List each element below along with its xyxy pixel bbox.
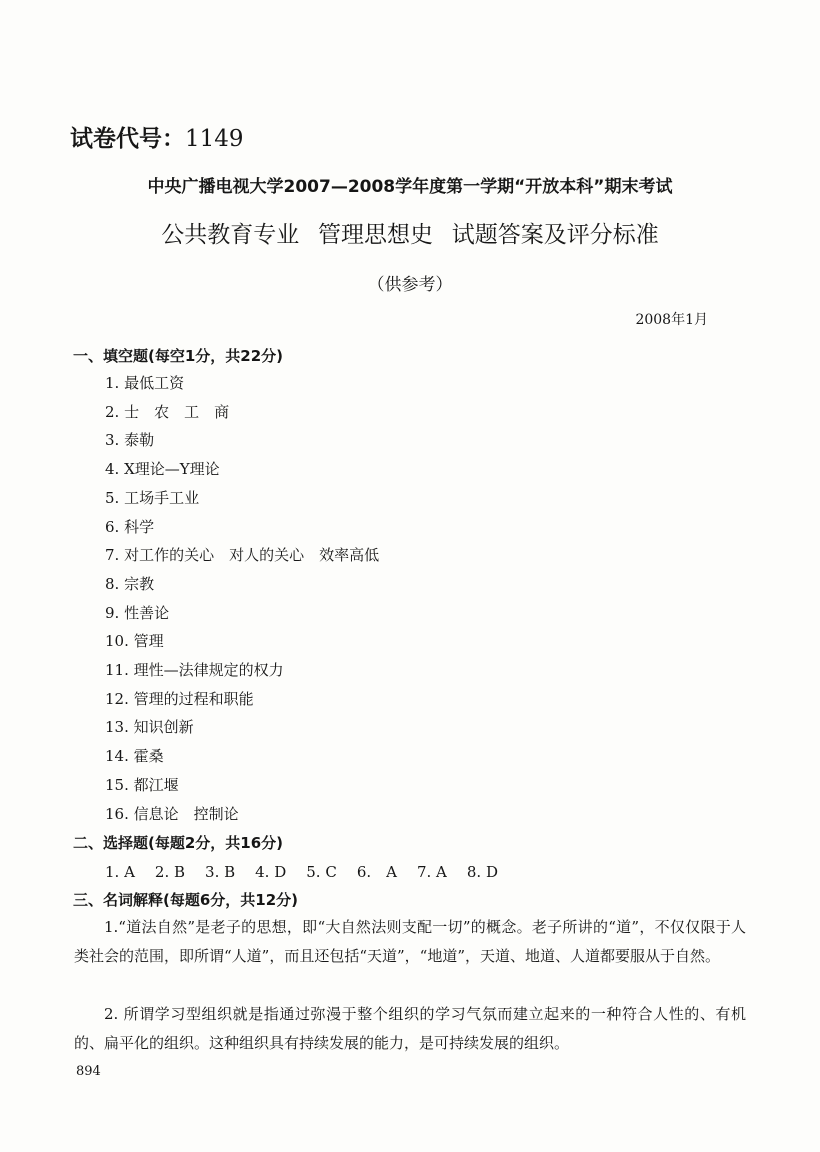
answer-item: 8. D [466, 863, 498, 881]
answer-item: 7. A [416, 863, 447, 881]
section2-heading: 二、选择题(每题2分，共16分) [73, 834, 284, 852]
list-item: 5. 工场手工业 [105, 488, 200, 507]
answer-item: 3. B [205, 863, 236, 881]
reference-note: （供参考） [367, 275, 453, 295]
document-date: 2008年1月 [635, 312, 708, 328]
list-item: 7. 对工作的关心 对人的关心 效率高低 [105, 546, 380, 565]
exam-code-label: 试卷代号： [70, 126, 185, 152]
list-item: 16. 信息论 控制论 [105, 804, 239, 823]
list-item: 3. 泰勒 [105, 431, 155, 450]
page-number: 894 [76, 1064, 101, 1079]
list-item: 1. 最低工资 [105, 374, 185, 392]
list-item: 8. 宗教 [105, 574, 155, 593]
list-item: 4. X理论—Y理论 [105, 460, 220, 479]
list-item: 6. 科学 [105, 517, 155, 536]
exam-name: 中央广播电视大学2007—2008学年度第一学期“开放本科”期末考试 [147, 177, 673, 197]
list-item: 11. 理性—法律规定的权力 [105, 661, 284, 679]
list-item: 15. 都江堰 [105, 775, 179, 794]
list-item: 12. 管理的过程和职能 [105, 689, 254, 708]
document-title: 公共教育专业 管理思想史 试题答案及评分标准 [161, 222, 659, 248]
section1-heading: 一、填空题(每空1分，共22分) [73, 347, 284, 365]
section3-heading: 三、名词解释(每题6分，共12分) [73, 891, 299, 909]
exam-code [70, 120, 244, 153]
section3-paragraph-2: 2. 所谓学习型组织就是指通过弥漫于整个组织的学习气氛而建立起来的一种符合人性的、有机的、扁平化的组织。这种组织具有持续发展的能力，是可持续发展的组织。 [74, 1005, 746, 1052]
exam-code-number: 1149 [185, 126, 244, 152]
answer-item: 4. D [255, 863, 287, 881]
list-item: 10. 管理 [105, 632, 164, 651]
answer-item: 1. A [105, 863, 135, 881]
section3-paragraph-1: 1.“道法自然”是老子的思想，即“大自然法则支配一切”的概念。老子所讲的“道”，不仅仅限于人类社会的范围，即所谓“人道”，而且还包括“天道”，“地道”，天道、地道、人道都要服从于自然。 [74, 918, 746, 965]
list-item: 14. 霍桑 [105, 747, 164, 766]
answer-item: 6. A [356, 863, 397, 881]
list-item: 9. 性善论 [105, 603, 170, 622]
answer-item: 2. B [154, 863, 186, 881]
list-item: 2. 士 农 工 商 [105, 402, 230, 421]
answer-item: 5. C [306, 863, 337, 881]
section2-answers [105, 861, 518, 882]
list-item: 13. 知识创新 [105, 718, 194, 737]
